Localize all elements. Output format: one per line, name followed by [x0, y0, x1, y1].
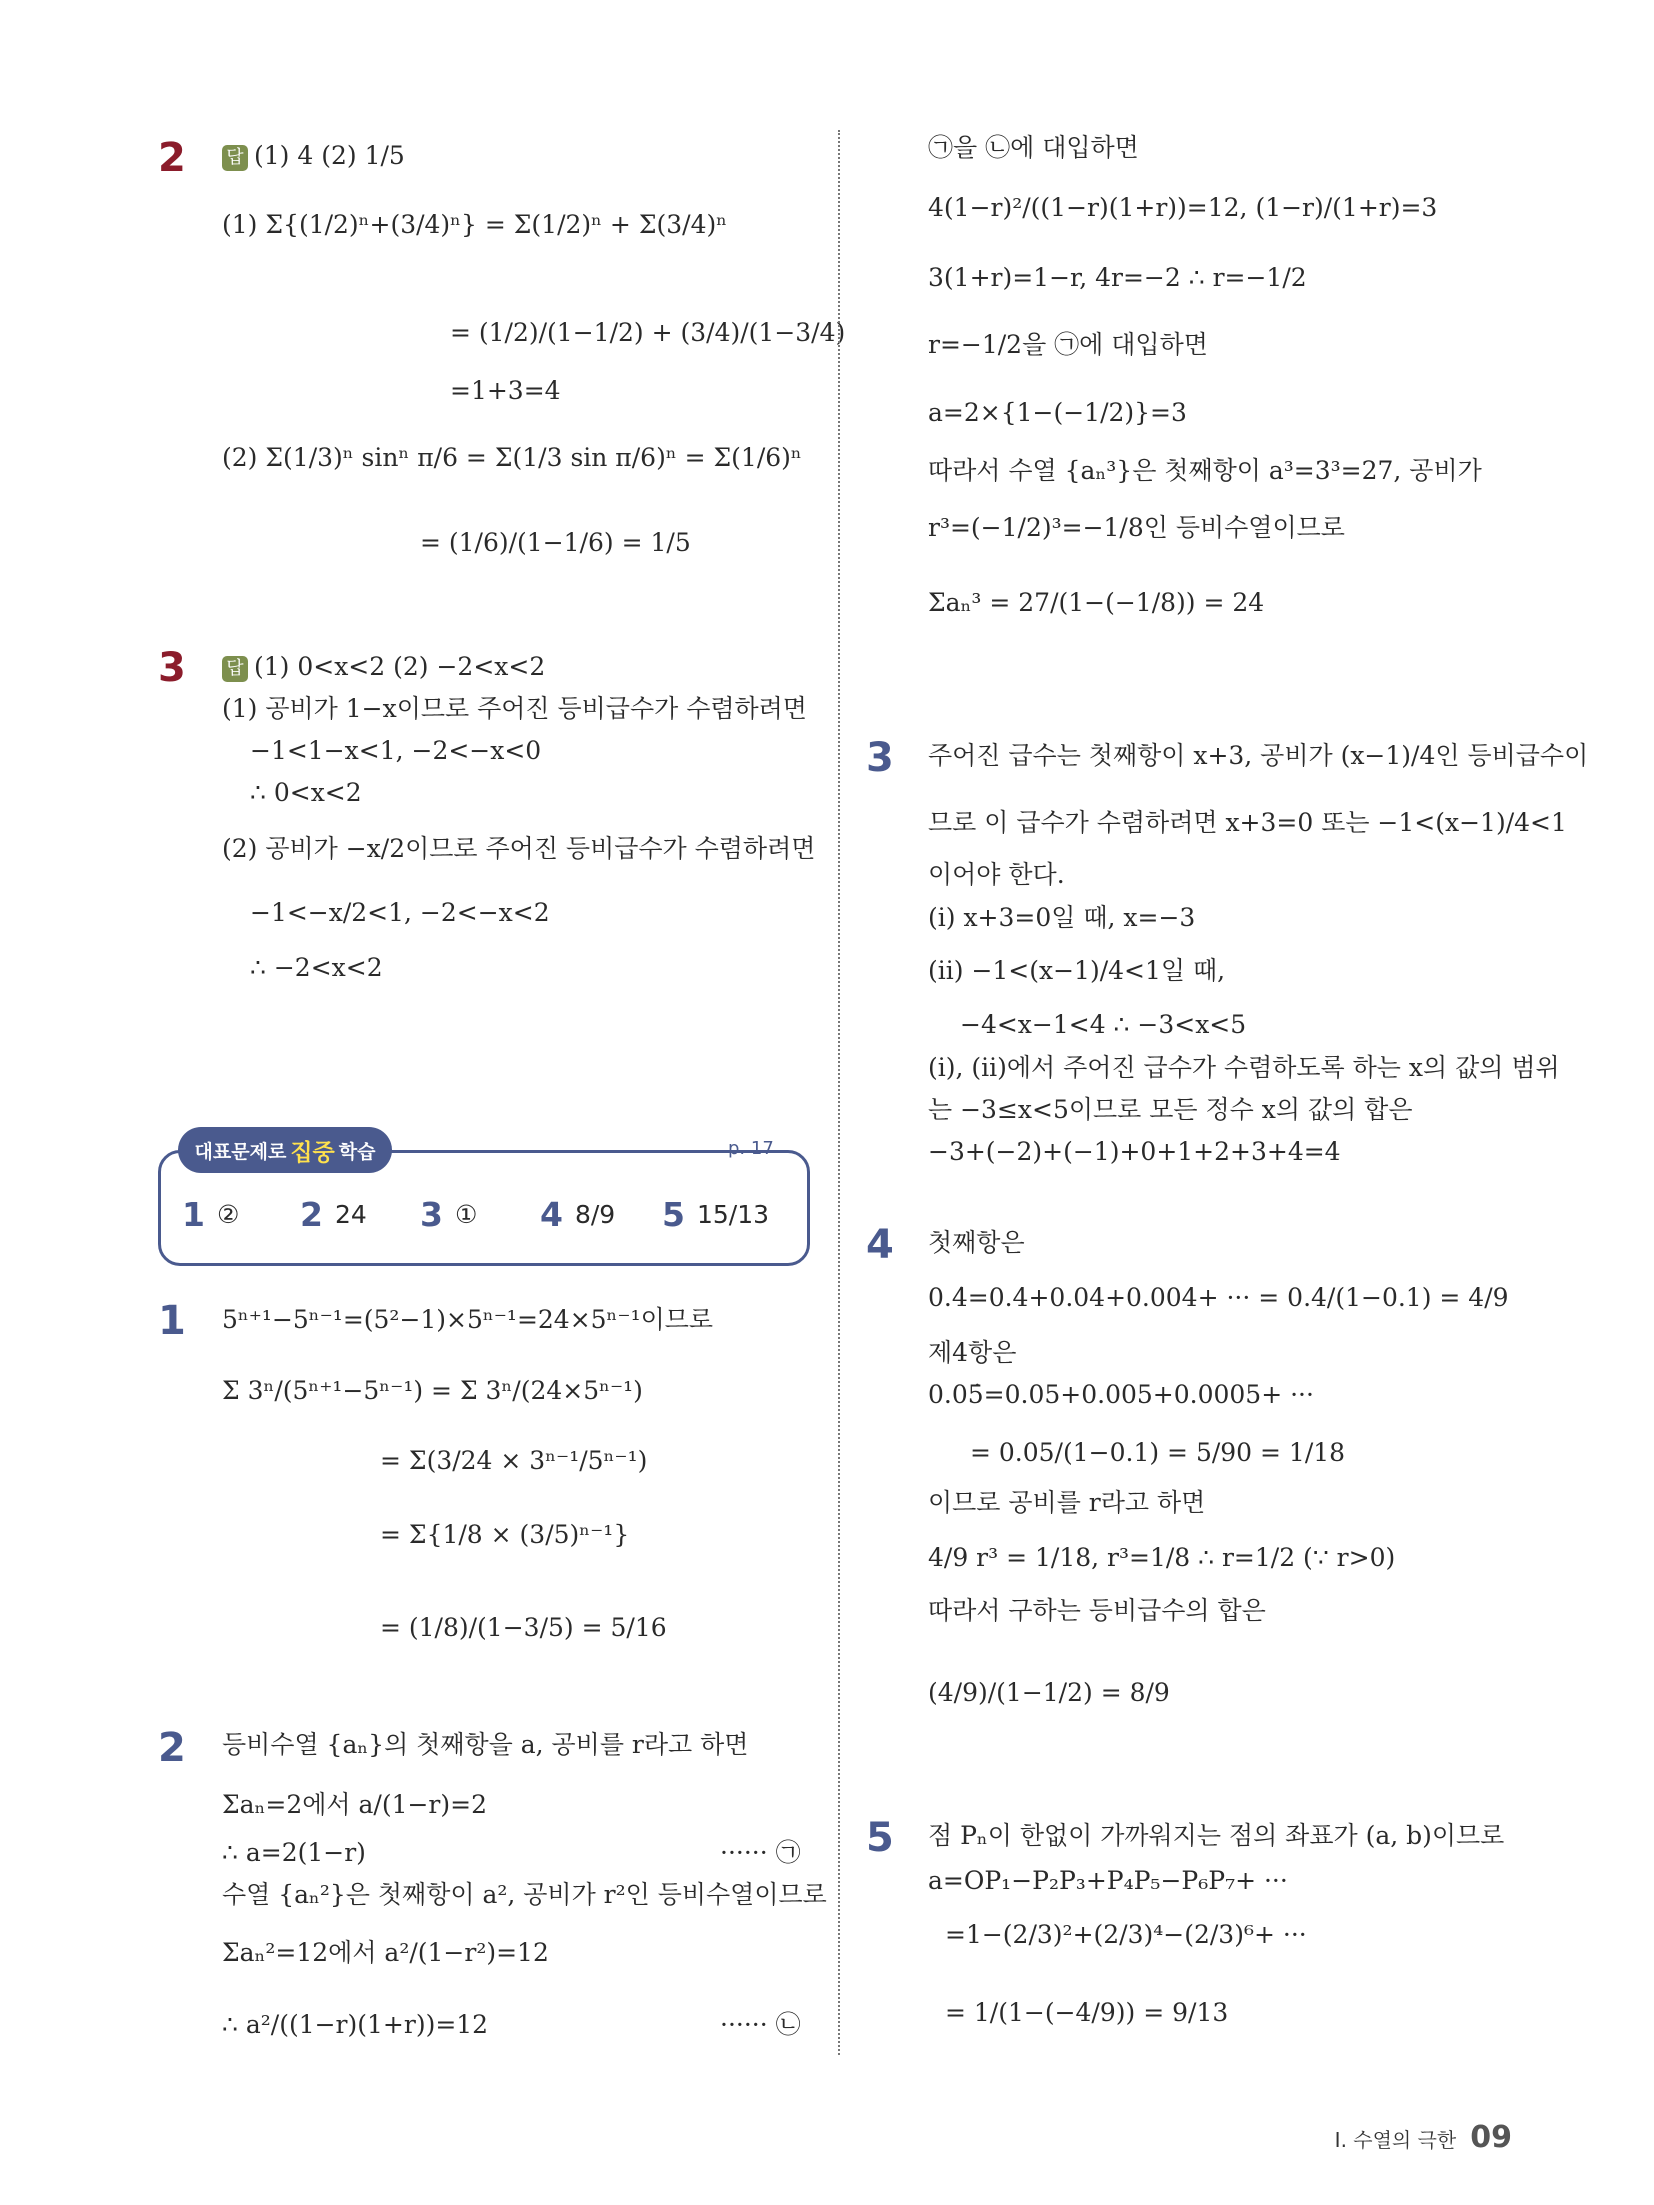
solution-line: ㉠을 ㉡에 대입하면 — [928, 133, 1139, 162]
answer-text: (1) 4 (2) 1/5 — [254, 141, 405, 170]
solution-line: Σaₙ³ = 27/(1−(−1/8)) = 24 — [928, 588, 1265, 617]
problem-number: 2 — [158, 1725, 186, 1771]
solution-line: 주어진 급수는 첫째항이 x+3, 공비가 (x−1)/4인 등비급수이 — [928, 741, 1589, 770]
equation-marker: ······ ㉡ — [720, 2010, 801, 2039]
solution-line: 3(1+r)=1−r, 4r=−2 ∴ r=−1/2 — [928, 263, 1307, 292]
solution-line: (ⅰ), (ⅱ)에서 주어진 급수가 수렴하도록 하는 x의 값의 범위 — [928, 1053, 1560, 1082]
problem-number: 1 — [158, 1298, 186, 1344]
solution-line: (4/9)/(1−1/2) = 8/9 — [928, 1678, 1170, 1707]
solution-line: (2) Σ(1/3)ⁿ sinⁿ π/6 = Σ(1/3 sin π/6)ⁿ = Σ(1/6)ⁿ — [222, 443, 802, 472]
page-number: 09 — [1470, 2120, 1512, 2155]
solution-line: 이므로 공비를 r라고 하면 — [928, 1488, 1206, 1517]
solution-line: 제4항은 — [928, 1338, 1017, 1367]
solution-line: (ⅱ) −1<(x−1)/4<1일 때, — [928, 956, 1226, 985]
solution-line: (1) Σ{(1/2)ⁿ+(3/4)ⁿ} = Σ(1/2)ⁿ + Σ(3/4)ⁿ — [222, 210, 728, 239]
solution-line: 0.05̇=0.05+0.005+0.0005+ ··· — [928, 1380, 1314, 1409]
focus-tab-highlight: 집중 — [290, 1139, 335, 1166]
solution-line: ∴ a²/((1−r)(1+r))=12 — [222, 2010, 489, 2039]
solution-line: = (1/2)/(1−1/2) + (3/4)/(1−3/4) — [450, 318, 846, 347]
focus-answer-item: 3 ① — [420, 1195, 478, 1234]
answer-line — [222, 654, 545, 682]
focus-answer-item: 5 15/13 — [662, 1195, 770, 1234]
solution-line: ∴ a=2(1−r) — [222, 1838, 366, 1867]
chapter-title: Ⅰ. 수열의 극한 — [1334, 2128, 1457, 2152]
solution-line: r³=(−1/2)³=−1/8인 등비수열이므로 — [928, 513, 1345, 542]
solution-line: ∴ −2<x<2 — [250, 953, 383, 982]
dotted-divider — [398, 1150, 723, 1152]
solution-line: 수열 {aₙ²}은 첫째항이 a², 공비가 r²인 등비수열이므로 — [222, 1880, 827, 1909]
solution-line: 5ⁿ⁺¹−5ⁿ⁻¹=(5²−1)×5ⁿ⁻¹=24×5ⁿ⁻¹이므로 — [222, 1305, 714, 1334]
problem-number: 3 — [866, 735, 894, 781]
solution-line: (2) 공비가 −x/2이므로 주어진 등비급수가 수렴하려면 — [222, 834, 816, 863]
problem-number: 2 — [158, 135, 186, 181]
solution-line: 따라서 구하는 등비급수의 합은 — [928, 1596, 1266, 1625]
problem-number: 3 — [158, 645, 186, 691]
solution-line: 이어야 한다. — [928, 860, 1065, 889]
solution-line: 4(1−r)²/((1−r)(1+r))=12, (1−r)/(1+r)=3 — [928, 193, 1438, 222]
answer-line — [222, 143, 405, 171]
solution-line: 는 −3≤x<5이므로 모든 정수 x의 값의 합은 — [928, 1095, 1413, 1124]
solution-line: 므로 이 급수가 수렴하려면 x+3=0 또는 −1<(x−1)/4<1 — [928, 808, 1567, 837]
solution-line: =1−(2/3)²+(2/3)⁴−(2/3)⁶+ ··· — [945, 1920, 1307, 1949]
solution-line: 4/9 r³ = 1/18, r³=1/8 ∴ r=1/2 (∵ r>0) — [928, 1543, 1396, 1572]
solution-line: (ⅰ) x+3=0일 때, x=−3 — [928, 903, 1196, 932]
column-divider — [838, 130, 840, 2055]
solution-line: (1) 공비가 1−x이므로 주어진 등비급수가 수렴하려면 — [222, 694, 807, 723]
solution-line: ∴ 0<x<2 — [250, 778, 362, 807]
solution-line: Σ 3ⁿ/(5ⁿ⁺¹−5ⁿ⁻¹) = Σ 3ⁿ/(24×5ⁿ⁻¹) — [222, 1376, 643, 1405]
solution-line: a=2×{1−(−1/2)}=3 — [928, 398, 1187, 427]
solution-line: 첫째항은 — [928, 1228, 1025, 1257]
solution-line: r=−1/2을 ㉠에 대입하면 — [928, 330, 1208, 359]
solution-line: Σaₙ²=12에서 a²/(1−r²)=12 — [222, 1938, 549, 1967]
solution-line: = Σ(3/24 × 3ⁿ⁻¹/5ⁿ⁻¹) — [380, 1446, 648, 1475]
solution-line: 등비수열 {aₙ}의 첫째항을 a, 공비를 r라고 하면 — [222, 1730, 749, 1759]
solution-line: Σaₙ=2에서 a/(1−r)=2 — [222, 1790, 487, 1819]
page-reference: p. 17 — [728, 1138, 774, 1159]
answer-text: (1) 0<x<2 (2) −2<x<2 — [254, 652, 546, 681]
focus-tab — [178, 1127, 392, 1173]
focus-answer-item: 4 8/9 — [540, 1195, 616, 1234]
equation-marker: ······ ㉠ — [720, 1838, 801, 1867]
solution-line: = 0.05/(1−0.1) = 5/90 = 1/18 — [970, 1438, 1346, 1467]
solution-line: = 1/(1−(−4/9)) = 9/13 — [945, 1998, 1229, 2027]
solution-line: = (1/6)/(1−1/6) = 1/5 — [420, 528, 691, 557]
solution-line: 점 Pₙ이 한없이 가까워지는 점의 좌표가 (a, b)이므로 — [928, 1821, 1505, 1850]
focus-answer-item: 2 24 — [300, 1195, 367, 1234]
focus-tab-label: 대표문제로 — [194, 1140, 287, 1163]
solution-line: −1<1−x<1, −2<−x<0 — [250, 736, 542, 765]
answer-badge-icon: 답 — [222, 656, 248, 682]
solution-line: −3+(−2)+(−1)+0+1+2+3+4=4 — [928, 1137, 1341, 1166]
solution-line: a=OP₁−P₂P₃+P₄P₅−P₆P₇+ ··· — [928, 1866, 1288, 1895]
solution-line: =1+3=4 — [450, 376, 561, 405]
focus-tab-suffix: 학습 — [338, 1140, 376, 1163]
solution-line: 0.4̇=0.4+0.04+0.004+ ··· = 0.4/(1−0.1) = 4/9 — [928, 1283, 1509, 1312]
solution-line: −1<−x/2<1, −2<−x<2 — [250, 898, 550, 927]
focus-answer-item: 1 ② — [182, 1195, 240, 1234]
page-footer — [1335, 2120, 1512, 2155]
solution-line: −4<x−1<4 ∴ −3<x<5 — [960, 1010, 1247, 1039]
problem-number: 4 — [866, 1222, 894, 1268]
solution-line: = Σ{1/8 × (3/5)ⁿ⁻¹} — [380, 1520, 630, 1549]
answer-badge-icon: 답 — [222, 145, 248, 171]
solution-line: = (1/8)/(1−3/5) = 5/16 — [380, 1613, 667, 1642]
solution-line: 따라서 수열 {aₙ³}은 첫째항이 a³=3³=27, 공비가 — [928, 456, 1482, 485]
problem-number: 5 — [866, 1815, 894, 1861]
